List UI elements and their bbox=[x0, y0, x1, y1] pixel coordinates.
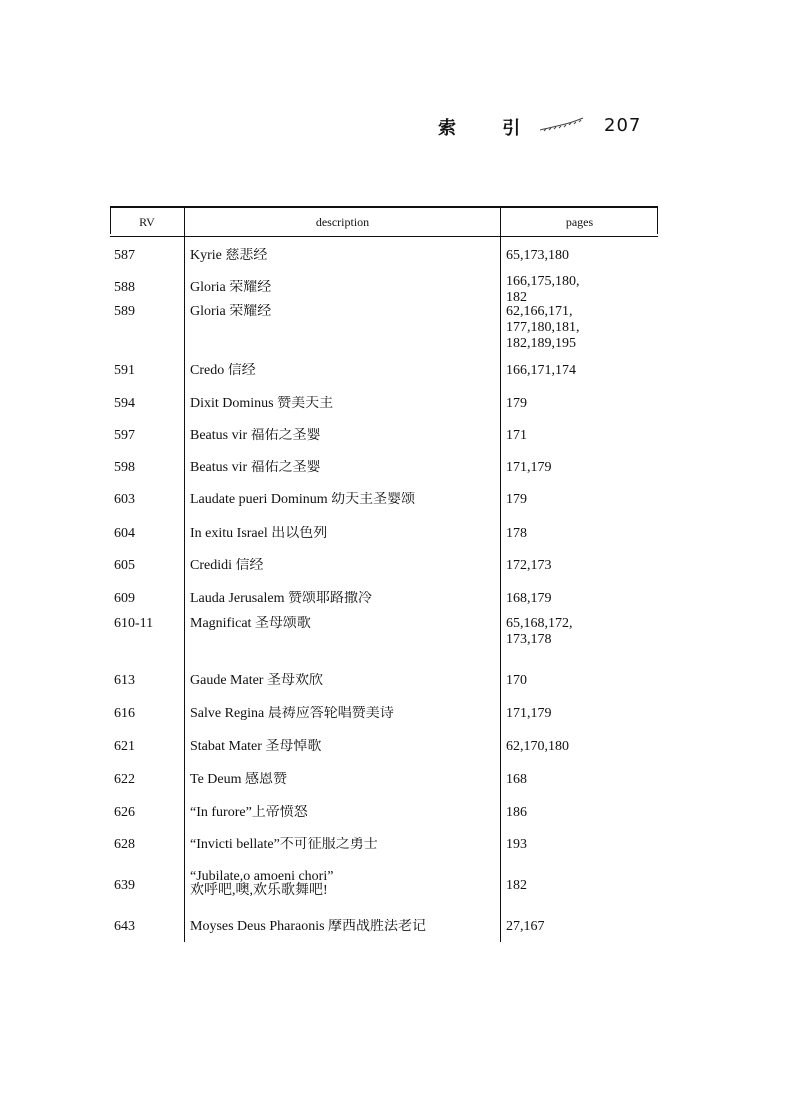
rv-number: 609 bbox=[114, 591, 135, 606]
rv-number: 643 bbox=[114, 919, 135, 934]
rv-number: 605 bbox=[114, 558, 135, 573]
rv-number: 591 bbox=[114, 363, 135, 378]
description: “In furore”上帝愤怒 bbox=[190, 805, 308, 820]
rv-number: 597 bbox=[114, 428, 135, 443]
rv-number: 610-11 bbox=[114, 616, 154, 631]
page-references: 179 bbox=[506, 396, 527, 411]
rv-number: 622 bbox=[114, 772, 135, 787]
page-references: 166,171,174 bbox=[506, 363, 576, 378]
page-references: 27,167 bbox=[506, 919, 545, 934]
page-references: 65,168,172, 173,178 bbox=[506, 616, 573, 647]
table-top-border bbox=[110, 206, 658, 208]
page-references: 172,173 bbox=[506, 558, 552, 573]
rv-number: 588 bbox=[114, 280, 135, 295]
description: Gloria 荣耀经 bbox=[190, 280, 272, 295]
description: Laudate pueri Dominum 幼天主圣婴颂 bbox=[190, 492, 416, 507]
page-references: 168,179 bbox=[506, 591, 552, 606]
rv-number: 616 bbox=[114, 706, 135, 721]
description: Credidi 信经 bbox=[190, 558, 264, 573]
page-number: 207 bbox=[604, 115, 642, 136]
rv-number: 598 bbox=[114, 460, 135, 475]
rv-number: 626 bbox=[114, 805, 135, 820]
description-line: 欢呼吧,噢,欢乐歌舞吧! bbox=[190, 883, 328, 898]
description: Beatus vir 福佑之圣婴 bbox=[190, 460, 321, 475]
section-title: 索 引 bbox=[438, 118, 541, 139]
description bbox=[190, 870, 494, 898]
description: Salve Regina 晨祷应答轮唱赞美诗 bbox=[190, 706, 394, 721]
description: Dixit Dominus 赞美天主 bbox=[190, 396, 334, 411]
header-rule bbox=[110, 236, 658, 237]
page-references: 178 bbox=[506, 526, 527, 541]
rv-number: 639 bbox=[114, 878, 135, 893]
rv-number: 587 bbox=[114, 248, 135, 263]
description: Magnificat 圣母颂歌 bbox=[190, 616, 311, 631]
page-references: 193 bbox=[506, 837, 527, 852]
page-references: 186 bbox=[506, 805, 527, 820]
page-references: 65,173,180 bbox=[506, 248, 569, 263]
column-header-rv: RV bbox=[139, 215, 155, 229]
page-references: 171 bbox=[506, 428, 527, 443]
page-references: 62,170,180 bbox=[506, 739, 569, 754]
rv-number: 603 bbox=[114, 492, 135, 507]
description: Kyrie 慈悲经 bbox=[190, 248, 268, 263]
page-references: 168 bbox=[506, 772, 527, 787]
page-references: 62,166,171, 177,180,181, 182,189,195 bbox=[506, 304, 580, 351]
page-references: 166,175,180, 182 bbox=[506, 274, 580, 305]
description: Beatus vir 福佑之圣婴 bbox=[190, 428, 321, 443]
rv-number: 628 bbox=[114, 837, 135, 852]
description: Gloria 荣耀经 bbox=[190, 304, 272, 319]
column-divider-description-pages bbox=[500, 206, 501, 942]
page-references: 182 bbox=[506, 878, 527, 893]
description: “Invicti bellate”不可征服之勇士 bbox=[190, 837, 378, 852]
description: Gaude Mater 圣母欢欣 bbox=[190, 673, 323, 688]
description: Stabat Mater 圣母悼歌 bbox=[190, 739, 322, 754]
page-references: 171,179 bbox=[506, 706, 552, 721]
description: In exitu Israel 出以色列 bbox=[190, 526, 328, 541]
page-references: 170 bbox=[506, 673, 527, 688]
column-header-pages: pages bbox=[565, 215, 594, 229]
column-header-description: description bbox=[315, 215, 370, 229]
rv-number: 604 bbox=[114, 526, 135, 541]
description: Lauda Jerusalem 赞颂耶路撒冷 bbox=[190, 591, 372, 606]
description: Credo 信经 bbox=[190, 363, 256, 378]
rv-number: 594 bbox=[114, 396, 135, 411]
ornament-icon bbox=[536, 116, 588, 134]
page-references: 171,179 bbox=[506, 460, 552, 475]
index-table bbox=[110, 206, 658, 942]
description-line: “Jubilate,o amoeni chori” bbox=[190, 870, 334, 884]
rv-number: 621 bbox=[114, 739, 135, 754]
page-references: 179 bbox=[506, 492, 527, 507]
rv-number: 589 bbox=[114, 304, 135, 319]
rv-number: 613 bbox=[114, 673, 135, 688]
description: Te Deum 感恩赞 bbox=[190, 772, 288, 787]
running-header bbox=[430, 114, 650, 140]
description: Moyses Deus Pharaonis 摩西战胜法老记 bbox=[190, 919, 427, 934]
column-divider-rv-description bbox=[184, 206, 185, 942]
